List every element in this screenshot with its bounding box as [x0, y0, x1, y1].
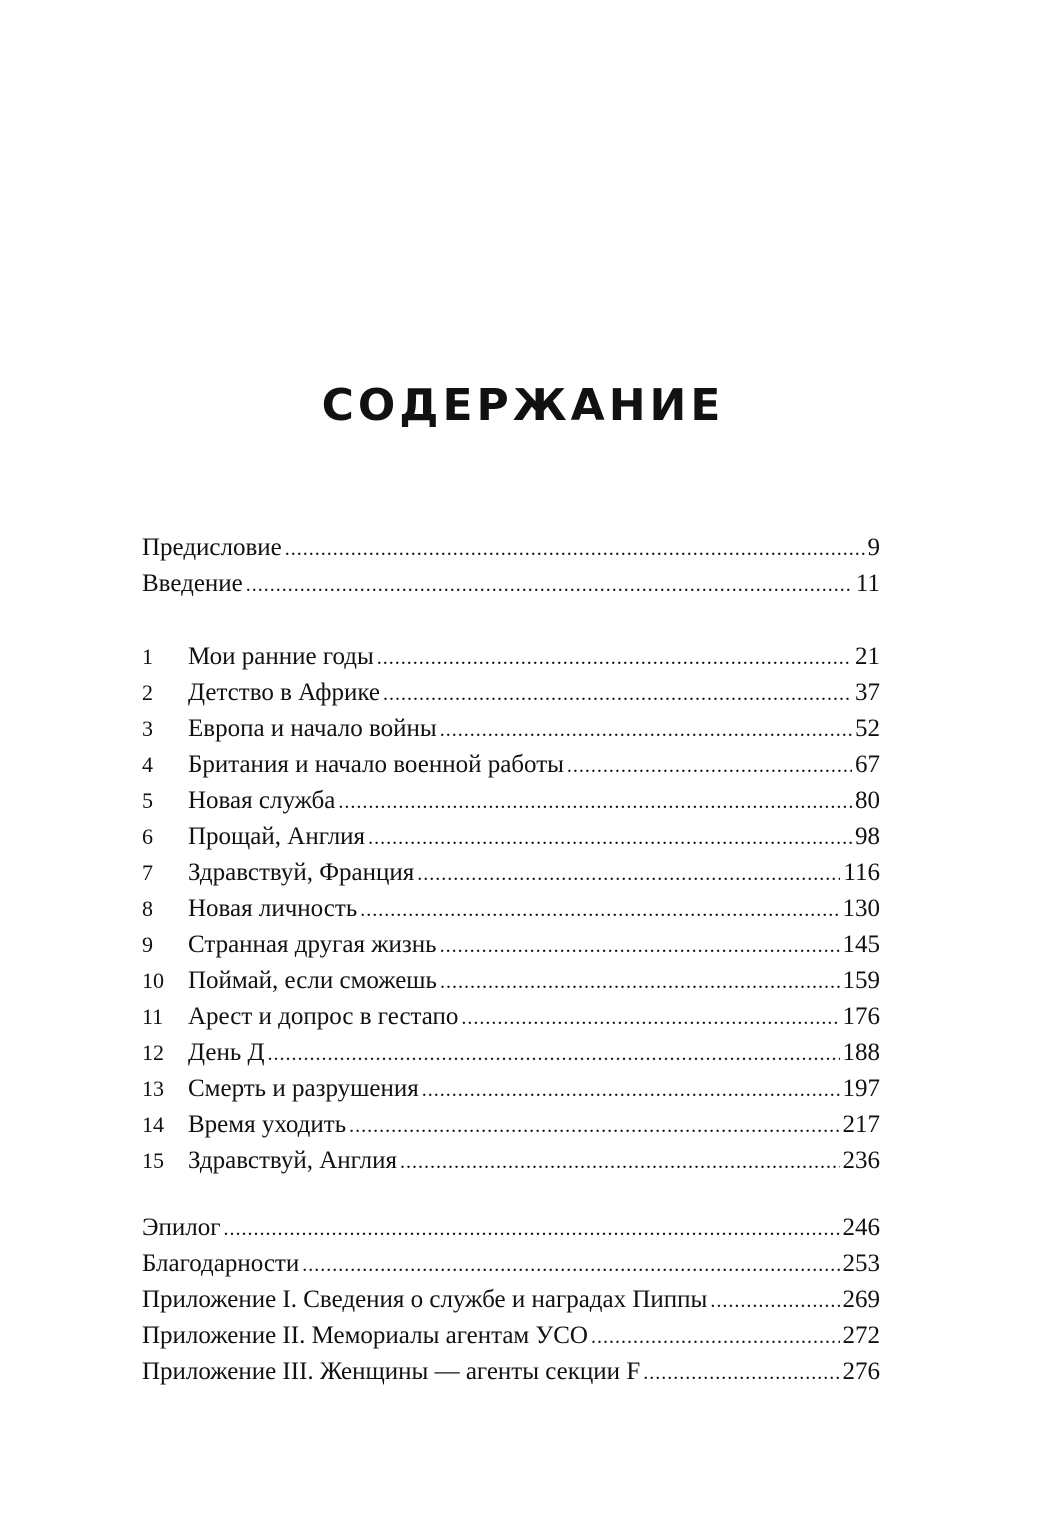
toc-entry-label: Прощай, Англия — [188, 823, 366, 850]
toc-chapter-entry[interactable] — [142, 1107, 880, 1143]
toc-chapter-entry[interactable] — [142, 1035, 880, 1071]
toc-entry-label: Благодарности — [142, 1250, 300, 1277]
toc-entry-label: Предисловие — [142, 534, 282, 561]
toc-chapter-entry[interactable] — [142, 711, 880, 747]
toc-entry-label: Введение — [142, 570, 243, 597]
dot-leader — [417, 856, 840, 892]
chapter-number: 13 — [142, 1076, 164, 1101]
chapter-number: 2 — [142, 680, 153, 705]
dot-leader — [360, 892, 839, 928]
dot-leader — [368, 820, 852, 856]
dot-leader — [377, 640, 852, 676]
toc-entry[interactable] — [142, 566, 880, 602]
toc-entry-page: 272 — [842, 1322, 880, 1349]
toc-entry-page: 116 — [843, 859, 880, 886]
dot-leader — [440, 928, 840, 964]
toc-chapter-entry[interactable] — [142, 999, 880, 1035]
toc-entry-label: Европа и начало войны — [188, 715, 437, 742]
dot-leader — [349, 1108, 839, 1144]
toc-chapter-entry[interactable] — [142, 1071, 880, 1107]
dot-leader — [567, 748, 852, 784]
toc-entry-label: Приложение I. Сведения о службе и наградах Пиппы — [142, 1286, 708, 1313]
toc-chapter-entry[interactable] — [142, 819, 880, 855]
toc-entry-page: 197 — [842, 1075, 880, 1102]
toc-chapter-entry[interactable] — [142, 963, 880, 999]
toc-back-matter — [142, 1210, 880, 1390]
toc-entry-page: 236 — [842, 1147, 880, 1174]
toc-entry-page: 9 — [867, 534, 880, 561]
toc-entry-page: 246 — [842, 1214, 880, 1241]
toc-entry-label: Приложение III. Женщины — агенты секции F — [142, 1358, 641, 1385]
toc-chapter-entry[interactable] — [142, 927, 880, 963]
dot-leader — [383, 676, 852, 712]
toc-entry-label: День Д — [188, 1039, 265, 1066]
toc-chapter-entry[interactable] — [142, 855, 880, 891]
chapter-number: 8 — [142, 896, 153, 921]
toc-entry-label: Поймай, если сможешь — [188, 967, 437, 994]
toc-entry-label: Новая служба — [188, 787, 336, 814]
dot-leader — [440, 964, 840, 1000]
toc-entry-page: 217 — [842, 1111, 880, 1138]
toc-entry-page: 159 — [842, 967, 880, 994]
dot-leader — [422, 1072, 840, 1108]
chapter-number: 1 — [142, 644, 153, 669]
toc-entry-page: 253 — [842, 1250, 880, 1277]
dot-leader — [461, 1000, 839, 1036]
toc-entry-label: Арест и допрос в гестапо — [188, 1003, 459, 1030]
toc-entry-label: Время уходить — [188, 1111, 347, 1138]
dot-leader — [591, 1319, 840, 1355]
dot-leader — [302, 1247, 839, 1283]
dot-leader — [440, 712, 852, 748]
toc-entry-label: Эпилог — [142, 1214, 221, 1241]
toc-entry-label: Новая личность — [188, 895, 358, 922]
chapter-number: 11 — [142, 1004, 164, 1029]
chapter-number: 15 — [142, 1148, 164, 1173]
toc-chapter-entry[interactable] — [142, 675, 880, 711]
chapter-number: 14 — [142, 1112, 164, 1137]
toc-entry-page: 80 — [855, 787, 880, 814]
toc-entry-label: Здравствуй, Англия — [188, 1147, 397, 1174]
toc-entry-page: 176 — [842, 1003, 880, 1030]
chapter-number: 7 — [142, 860, 153, 885]
toc-entry[interactable] — [142, 1318, 880, 1354]
toc-entry-page: 145 — [842, 931, 880, 958]
toc-entry[interactable] — [142, 1354, 880, 1390]
toc-entry-label: Смерть и разрушения — [188, 1075, 419, 1102]
chapter-number: 9 — [142, 932, 153, 957]
toc-entry-label: Приложение II. Мемориалы агентам УСО — [142, 1322, 588, 1349]
chapter-number: 3 — [142, 716, 153, 741]
chapter-number: 4 — [142, 752, 153, 777]
dot-leader — [338, 784, 852, 820]
toc-entry-page: 276 — [842, 1358, 880, 1385]
toc-entry-label: Мои ранние годы — [188, 643, 374, 670]
toc-entry-label: Детство в Африке — [188, 679, 380, 706]
toc-chapter-entry[interactable] — [142, 783, 880, 819]
toc-entry-page: 52 — [855, 715, 880, 742]
toc-entry-label: Здравствуй, Франция — [188, 859, 415, 886]
toc-entry[interactable] — [142, 1282, 880, 1318]
toc-entry-page: 269 — [842, 1286, 880, 1313]
toc-front-matter — [142, 530, 880, 602]
chapter-number: 6 — [142, 824, 153, 849]
dot-leader — [246, 567, 853, 603]
toc-entry-page: 37 — [855, 679, 880, 706]
toc-entry-page: 21 — [855, 643, 880, 670]
toc-entry[interactable] — [142, 530, 880, 566]
chapter-number: 5 — [142, 788, 153, 813]
toc-entry[interactable] — [142, 1246, 880, 1282]
toc-entry-page: 98 — [855, 823, 880, 850]
dot-leader — [400, 1144, 840, 1180]
dot-leader — [285, 531, 865, 567]
toc-chapter-entry[interactable] — [142, 747, 880, 783]
toc-entry-page: 188 — [842, 1039, 880, 1066]
chapter-number: 10 — [142, 968, 164, 993]
toc-chapter-entry[interactable] — [142, 639, 880, 675]
toc-entry-label: Странная другая жизнь — [188, 931, 437, 958]
dot-leader — [710, 1283, 839, 1319]
dot-leader — [224, 1211, 840, 1247]
toc-entry-page: 67 — [855, 751, 880, 778]
toc-entry-page: 11 — [855, 570, 880, 597]
chapter-number: 12 — [142, 1040, 164, 1065]
dot-leader — [643, 1355, 839, 1391]
toc-chapters — [142, 639, 880, 1179]
dot-leader — [268, 1036, 840, 1072]
toc-entry-label: Британия и начало военной работы — [188, 751, 564, 778]
toc-entry[interactable] — [142, 1210, 880, 1246]
toc-entry-page: 130 — [842, 895, 880, 922]
toc-chapter-entry[interactable] — [142, 891, 880, 927]
page-title: СОДЕРЖАНИЕ — [321, 380, 725, 431]
toc-chapter-entry[interactable] — [142, 1143, 880, 1179]
